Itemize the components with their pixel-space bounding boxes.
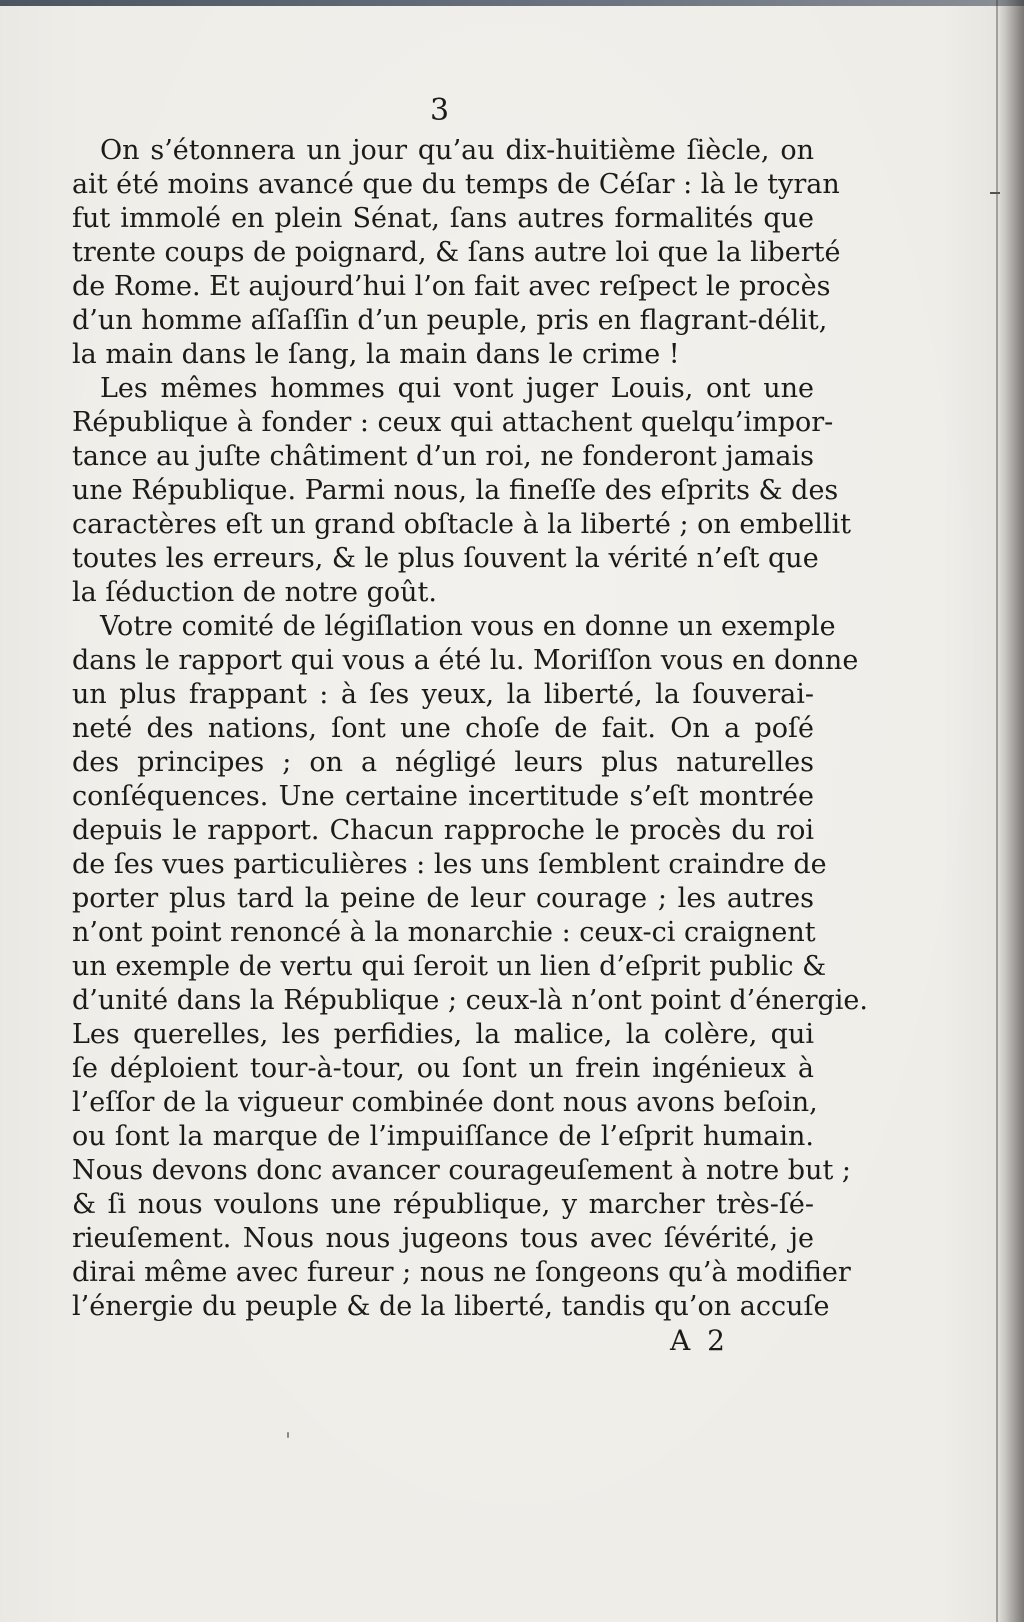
text-line: trente coups de poignard, & ſans autre loi que la liberté xyxy=(72,237,841,268)
text-line: un plus frappant : à ſes yeux, la liberté, la ſouverai- xyxy=(72,679,814,710)
text-line: Nous devons donc avancer courageuſement à notre but ; xyxy=(72,1155,852,1186)
text-line: ou ſont la marque de l’impuiſſance de l’eſprit humain. xyxy=(72,1121,814,1152)
text-line: dans le rapport qui vous a été lu. Moriſſon vous en donne xyxy=(72,645,859,676)
text-line: porter plus tard la peine de leur courage ; les autres xyxy=(72,883,814,914)
text-line: depuis le rapport. Chacun rapproche le procès du roi xyxy=(72,815,814,846)
text-line: l’eſſor de la vigueur combinée dont nous avons beſoin, xyxy=(72,1087,818,1118)
text-line: Les querelles, les perfidies, la malice, la colère, qui xyxy=(72,1019,814,1050)
text-line: caractères eſt un grand obſtacle à la liberté ; on embellit xyxy=(72,509,851,540)
text-line: & ſi nous voulons une république, y marcher très-ſé- xyxy=(72,1189,814,1220)
page-top-edge xyxy=(0,0,1024,6)
text-line: conſéquences. Une certaine incertitude s’eſt montrée xyxy=(72,781,814,812)
page-edge-line xyxy=(996,0,998,1622)
text-line: Les mêmes hommes qui vont juger Louis, ont une xyxy=(100,373,814,404)
text-line: ait été moins avancé que du temps de Céſar : là le tyran xyxy=(72,169,840,200)
text-line: d’un homme aſſaſſin d’un peuple, pris en flagrant-délit, xyxy=(72,305,828,336)
text-line: un exemple de vertu qui ſeroit un lien d’eſprit public & xyxy=(72,951,827,982)
text-line: n’ont point renoncé à la monarchie : ceux-ci craignent xyxy=(72,917,816,948)
text-line: fut immolé en plein Sénat, ſans autres formalités que xyxy=(72,203,814,234)
text-line: dirai même avec fureur ; nous ne ſongeons qu’à modifier xyxy=(72,1257,851,1288)
text-line: toutes les erreurs, & le plus ſouvent la vérité n’eſt que xyxy=(72,543,819,574)
text-line: des principes ; on a négligé leurs plus naturelles xyxy=(72,747,814,778)
text-line: rieuſement. Nous nous jugeons tous avec ſévérité, je xyxy=(72,1223,814,1254)
text-line: d’unité dans la République ; ceux-là n’ont point d’énergie. xyxy=(72,985,868,1016)
page-number: 3 xyxy=(429,93,451,128)
text-line: la ſéduction de notre goût. xyxy=(72,577,437,608)
text-line: ſe déploient tour-à-tour, ou ſont un frein ingénieux à xyxy=(72,1053,814,1084)
margin-mark xyxy=(990,192,1000,194)
text-line: neté des nations, ſont une choſe de fait. On a poſé xyxy=(72,713,814,744)
text-line: Votre comité de légiſlation vous en donne un exemple xyxy=(100,611,836,642)
text-line: On s’étonnera un jour qu’au dix-huitième ſiècle, on xyxy=(100,135,814,166)
text-line: République à fonder : ceux qui attachent quelqu’impor- xyxy=(72,407,834,438)
text-line: l’énergie du peuple & de la liberté, tandis qu’on accuſe xyxy=(72,1291,830,1322)
paper-speck xyxy=(287,1432,289,1438)
text-line: tance au juſte châtiment d’un roi, ne fonderont jamais xyxy=(72,441,814,472)
body-text xyxy=(72,134,868,1324)
signature-mark: A 2 xyxy=(670,1324,729,1357)
text-line: la main dans le ſang, la main dans le crime ! xyxy=(72,339,680,370)
text-line: de ſes vues particulières : les uns ſemblent craindre de xyxy=(72,849,827,880)
page-gutter-shadow xyxy=(996,0,1024,1622)
text-line: de Rome. Et aujourd’hui l’on fait avec reſpect le procès xyxy=(72,271,831,302)
text-line: une République. Parmi nous, la fineſſe des eſprits & des xyxy=(72,475,839,506)
